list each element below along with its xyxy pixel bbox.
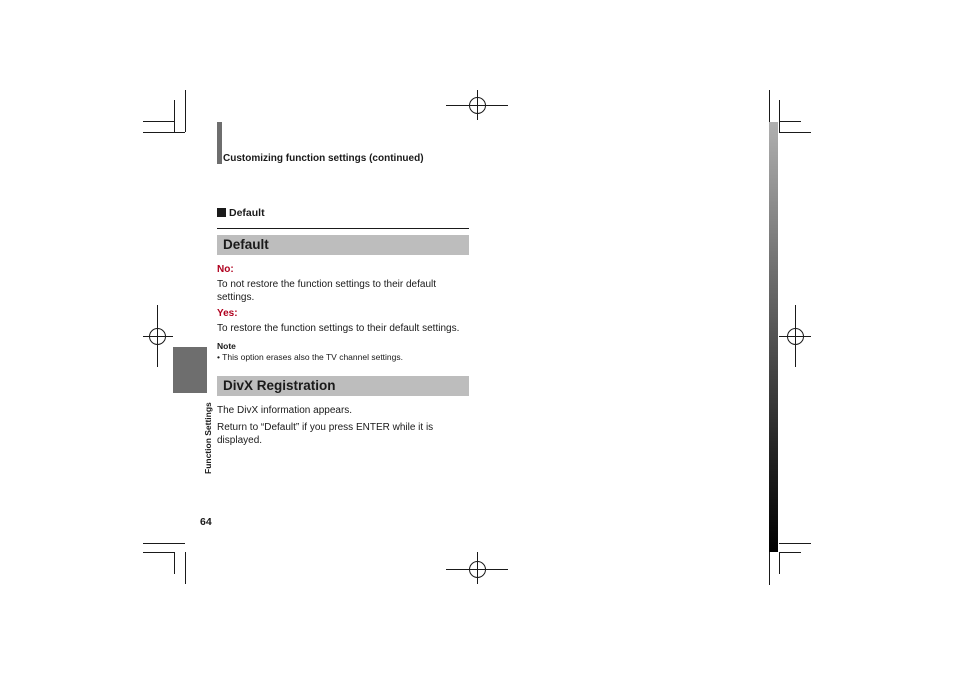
edge-gradient-strip bbox=[769, 122, 778, 552]
header-accent-bar bbox=[217, 122, 222, 164]
section-label: Default bbox=[229, 207, 265, 219]
option-no-label: No: bbox=[217, 264, 234, 275]
note-text: • This option erases also the TV channel settings. bbox=[217, 352, 403, 362]
option-yes-label: Yes: bbox=[217, 308, 238, 319]
divx-description-1: The DivX information appears. bbox=[217, 405, 353, 416]
chapter-side-label: Function Settings bbox=[203, 402, 213, 474]
page-header-title: Customizing function settings (continued) bbox=[223, 153, 424, 164]
section-divider bbox=[217, 228, 469, 229]
page-number: 64 bbox=[200, 516, 212, 528]
section-square-icon bbox=[217, 208, 226, 217]
divx-description-2: Return to “Default” if you press ENTER while it is displayed. bbox=[217, 422, 434, 446]
note-title: Note bbox=[217, 341, 236, 351]
option-yes-description: To restore the function settings to their default settings. bbox=[217, 323, 460, 334]
option-no-description: To not restore the function settings to their default settings. bbox=[217, 279, 437, 303]
default-heading: Default bbox=[217, 235, 469, 255]
chapter-side-tab bbox=[173, 347, 207, 393]
divx-registration-heading: DivX Registration bbox=[217, 376, 469, 396]
